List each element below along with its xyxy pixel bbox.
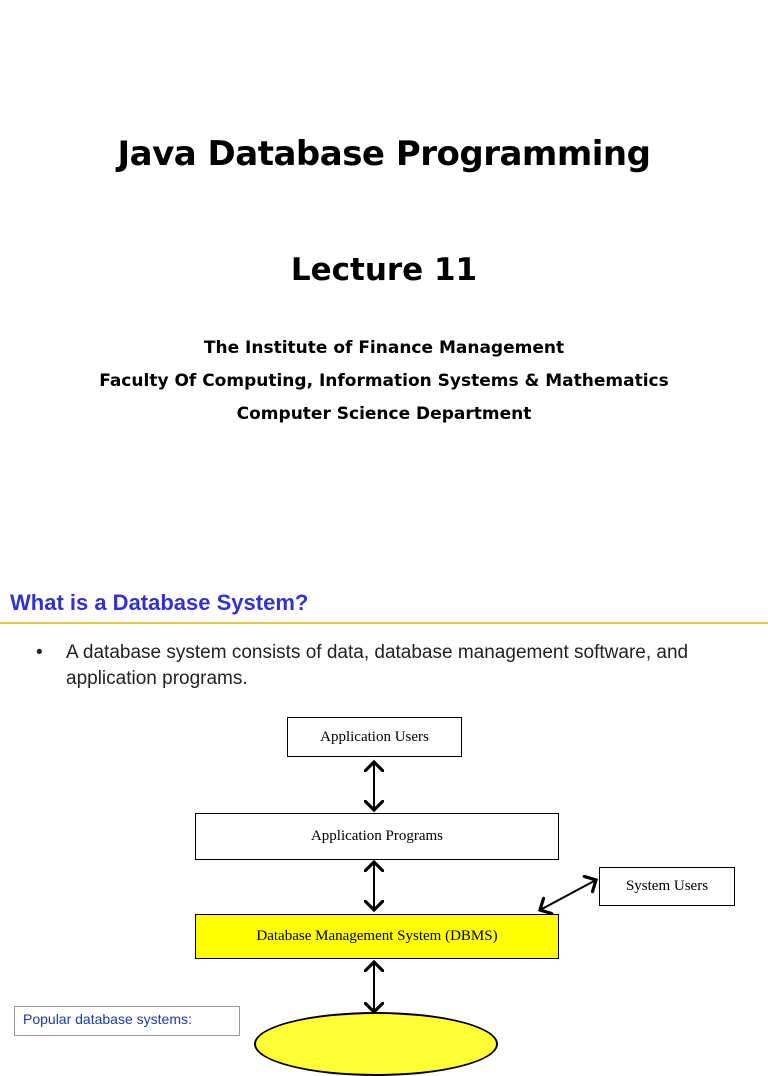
system-users-box: System Users — [599, 867, 735, 906]
dbms-box: Database Management System (DBMS) — [195, 914, 559, 959]
presentation-title: Java Database Programming — [117, 134, 651, 174]
institution-block — [0, 332, 768, 431]
system-users-arrow — [540, 880, 596, 910]
slide-heading: What is a Database System? — [10, 590, 309, 615]
application-users-box: Application Users — [287, 717, 462, 757]
faculty-name: Faculty Of Computing, Information Systems & Mathematics — [99, 371, 669, 391]
application-programs-box: Application Programs — [195, 813, 559, 860]
bullet-icon: • — [36, 642, 43, 663]
database-system-slide — [0, 560, 768, 1027]
bullet-text: A database system consists of data, database management software, and application programs. — [66, 642, 689, 689]
lecture-number: Lecture 11 — [290, 252, 478, 288]
popular-databases-box: Popular database systems: — [14, 1006, 240, 1036]
institution-name: The Institute of Finance Management — [203, 338, 565, 358]
database-shape — [254, 1012, 498, 1076]
department-name: Computer Science Department — [236, 404, 532, 424]
